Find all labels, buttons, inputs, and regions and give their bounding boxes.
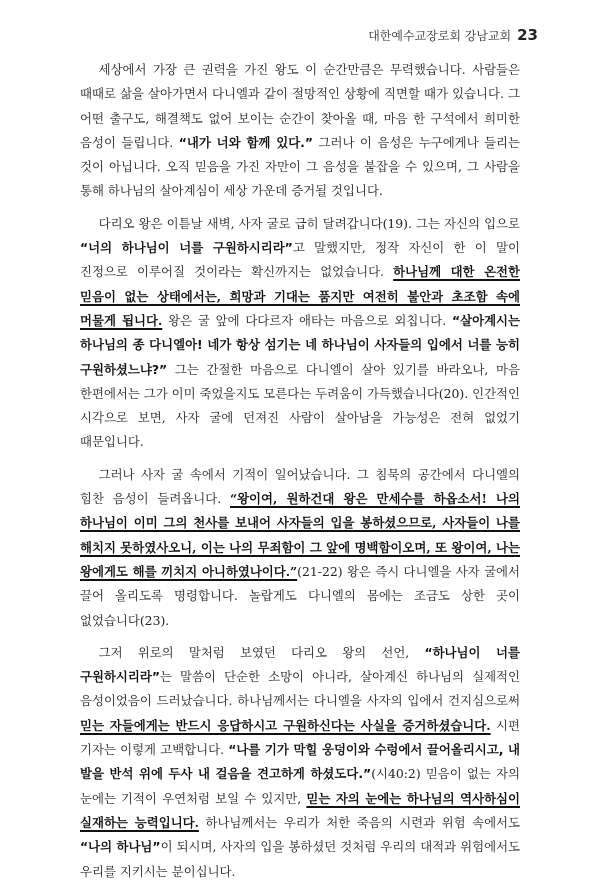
paragraph	[80, 58, 520, 204]
emphasis-text: 하나님께 대한 온전한 믿음이 없는 상태에서는, 희망과 기대는 품지만 여전히 불안과 초조함 속에 머물게 됩니다.	[80, 264, 520, 328]
body-text: 세상에서 가장 큰 권력을 가진 왕도 이 순간만큼은 무력했습니다. 사람들은 때때로 삶을 살아가면서 다니엘과 같이 절망적인 상황에 직면할 때가 있습니다. 그 어떤 출구도, 해결책도 없어 보이는 순간이 찾아올 때, 마음 한 구석에서 희미한 음성이 들립니다.	[80, 62, 520, 150]
body-text: 는 말씀이 단순한 소망이 아니라, 살아계신 하나님의 실제적인 음성이었음이 드러났습니다. 하나님께서는 다니엘을 사자의 입에서 건지심으로써	[80, 669, 520, 709]
body-text: 다리오 왕은 이튿날 새벽, 사자 굴로 급히 달려갑니다(19). 그는 자신의 입으로	[98, 215, 520, 231]
quote-text: “하나님이 너를 구원하시리라”	[80, 644, 520, 685]
quote-text: “살아계시는 하나님의 종 다니엘아! 네가 항상 섬기는 네 하나님이 사자들의 입에서 너를 능히 구원하셨느냐?”	[80, 312, 520, 377]
emphasis-text: 믿는 자들에게는 반드시 응답하시고 구원하신다는 사실을 증거하셨습니다.	[80, 717, 491, 733]
body-text: 시편 기자는 이렇게 고백합니다.	[80, 717, 520, 758]
emphasis-text: “왕이여, 원하건대 왕은 만세수를 하옵소서! 나의 하나님이 이미 그의 천사를 보내어 사자들의 입을 봉하셨으므로, 사자들이 나를 해치지 못하였사오니, 이는 나의 무죄함이 그 앞에 명백함이오며, 또 왕이여, 나는 왕에게도 해를 끼치지 아니하였나이다.”	[80, 491, 520, 579]
quote-text: “나의 하나님”	[80, 839, 161, 855]
body-text: 그러나 사자 굴 속에서 기적이 일어났습니다. 그 침묵의 공간에서 다니엘의 힘찬 음성이 들려옵니다.	[80, 466, 520, 507]
paragraph	[80, 212, 520, 455]
emphasis-text: 믿는 자의 눈에는 하나님의 역사하심이 실재하는 능력입니다.	[80, 790, 520, 830]
body-text: 이 되시며, 사자의 입을 봉하셨던 것처럼 우리의 대적과 위험에서도 우리를 지키시는 분이십니다.	[80, 839, 521, 879]
body-text: 왕은 굴 앞에 다다르자 애타는 마음으로 외칩니다.	[162, 312, 452, 328]
body-text: 그는 간절한 마음으로 다니엘이 살아 있기를 바라오나, 마음 한편에서는 그가 이미 죽었을지도 모른다는 두려움이 가득했습니다(20). 인간적인 시각으로 보면, 사자 굴에 던져진 사람이 살아남을 가능성은 전혀 없었기 때문입니다.	[80, 361, 520, 450]
sermon-body	[80, 58, 520, 892]
body-text: 고 말했지만, 정작 자신이 한 이 말이 진정으로 이루어질 것이라는 확신까지는 없었습니다.	[80, 240, 520, 280]
quote-text: “나를 기가 막힐 웅덩이와 수렁에서 끌어올리시고, 내 발을 반석 위에 두사 내 걸음을 견고하게 하셨도다.”	[80, 742, 520, 782]
quote-text: “너의 하나님이 너를 구원하시리라”	[80, 240, 293, 256]
paragraph	[80, 641, 520, 884]
body-text: 그저 위로의 말처럼 보였던 다리오 왕의 선언,	[98, 644, 425, 660]
body-text: (시40:2) 믿음이 없는 자의 눈에는 기적이 우연처럼 보일 수 있지만,	[80, 766, 520, 806]
body-text: 그러나 이 음성은 누구에게나 들리는 것이 아닙니다. 오직 믿음을 가진 자만이 그 음성을 붙잡을 수 있으며, 그 사람을 통해 하나님의 살아계심이 세상 가운데 증거될 것입니다.	[80, 134, 520, 199]
body-text: (21-22) 왕은 즉시 다니엘을 사자 굴에서 끌어 올리도록 명령합니다. 놀랍게도 다니엘의 몸에는 조금도 상한 곳이 없었습니다(23).	[80, 563, 520, 628]
page-header	[368, 26, 538, 44]
church-name: 대한예수교장로회 강남교회	[368, 29, 512, 43]
quote-text: “내가 너와 함께 있다.”	[178, 134, 314, 150]
paragraph	[80, 463, 520, 633]
body-text: 하나님께서는 우리가 처한 죽음의 시련과 위험 속에서도	[198, 814, 520, 830]
page-number: 23	[517, 26, 538, 44]
